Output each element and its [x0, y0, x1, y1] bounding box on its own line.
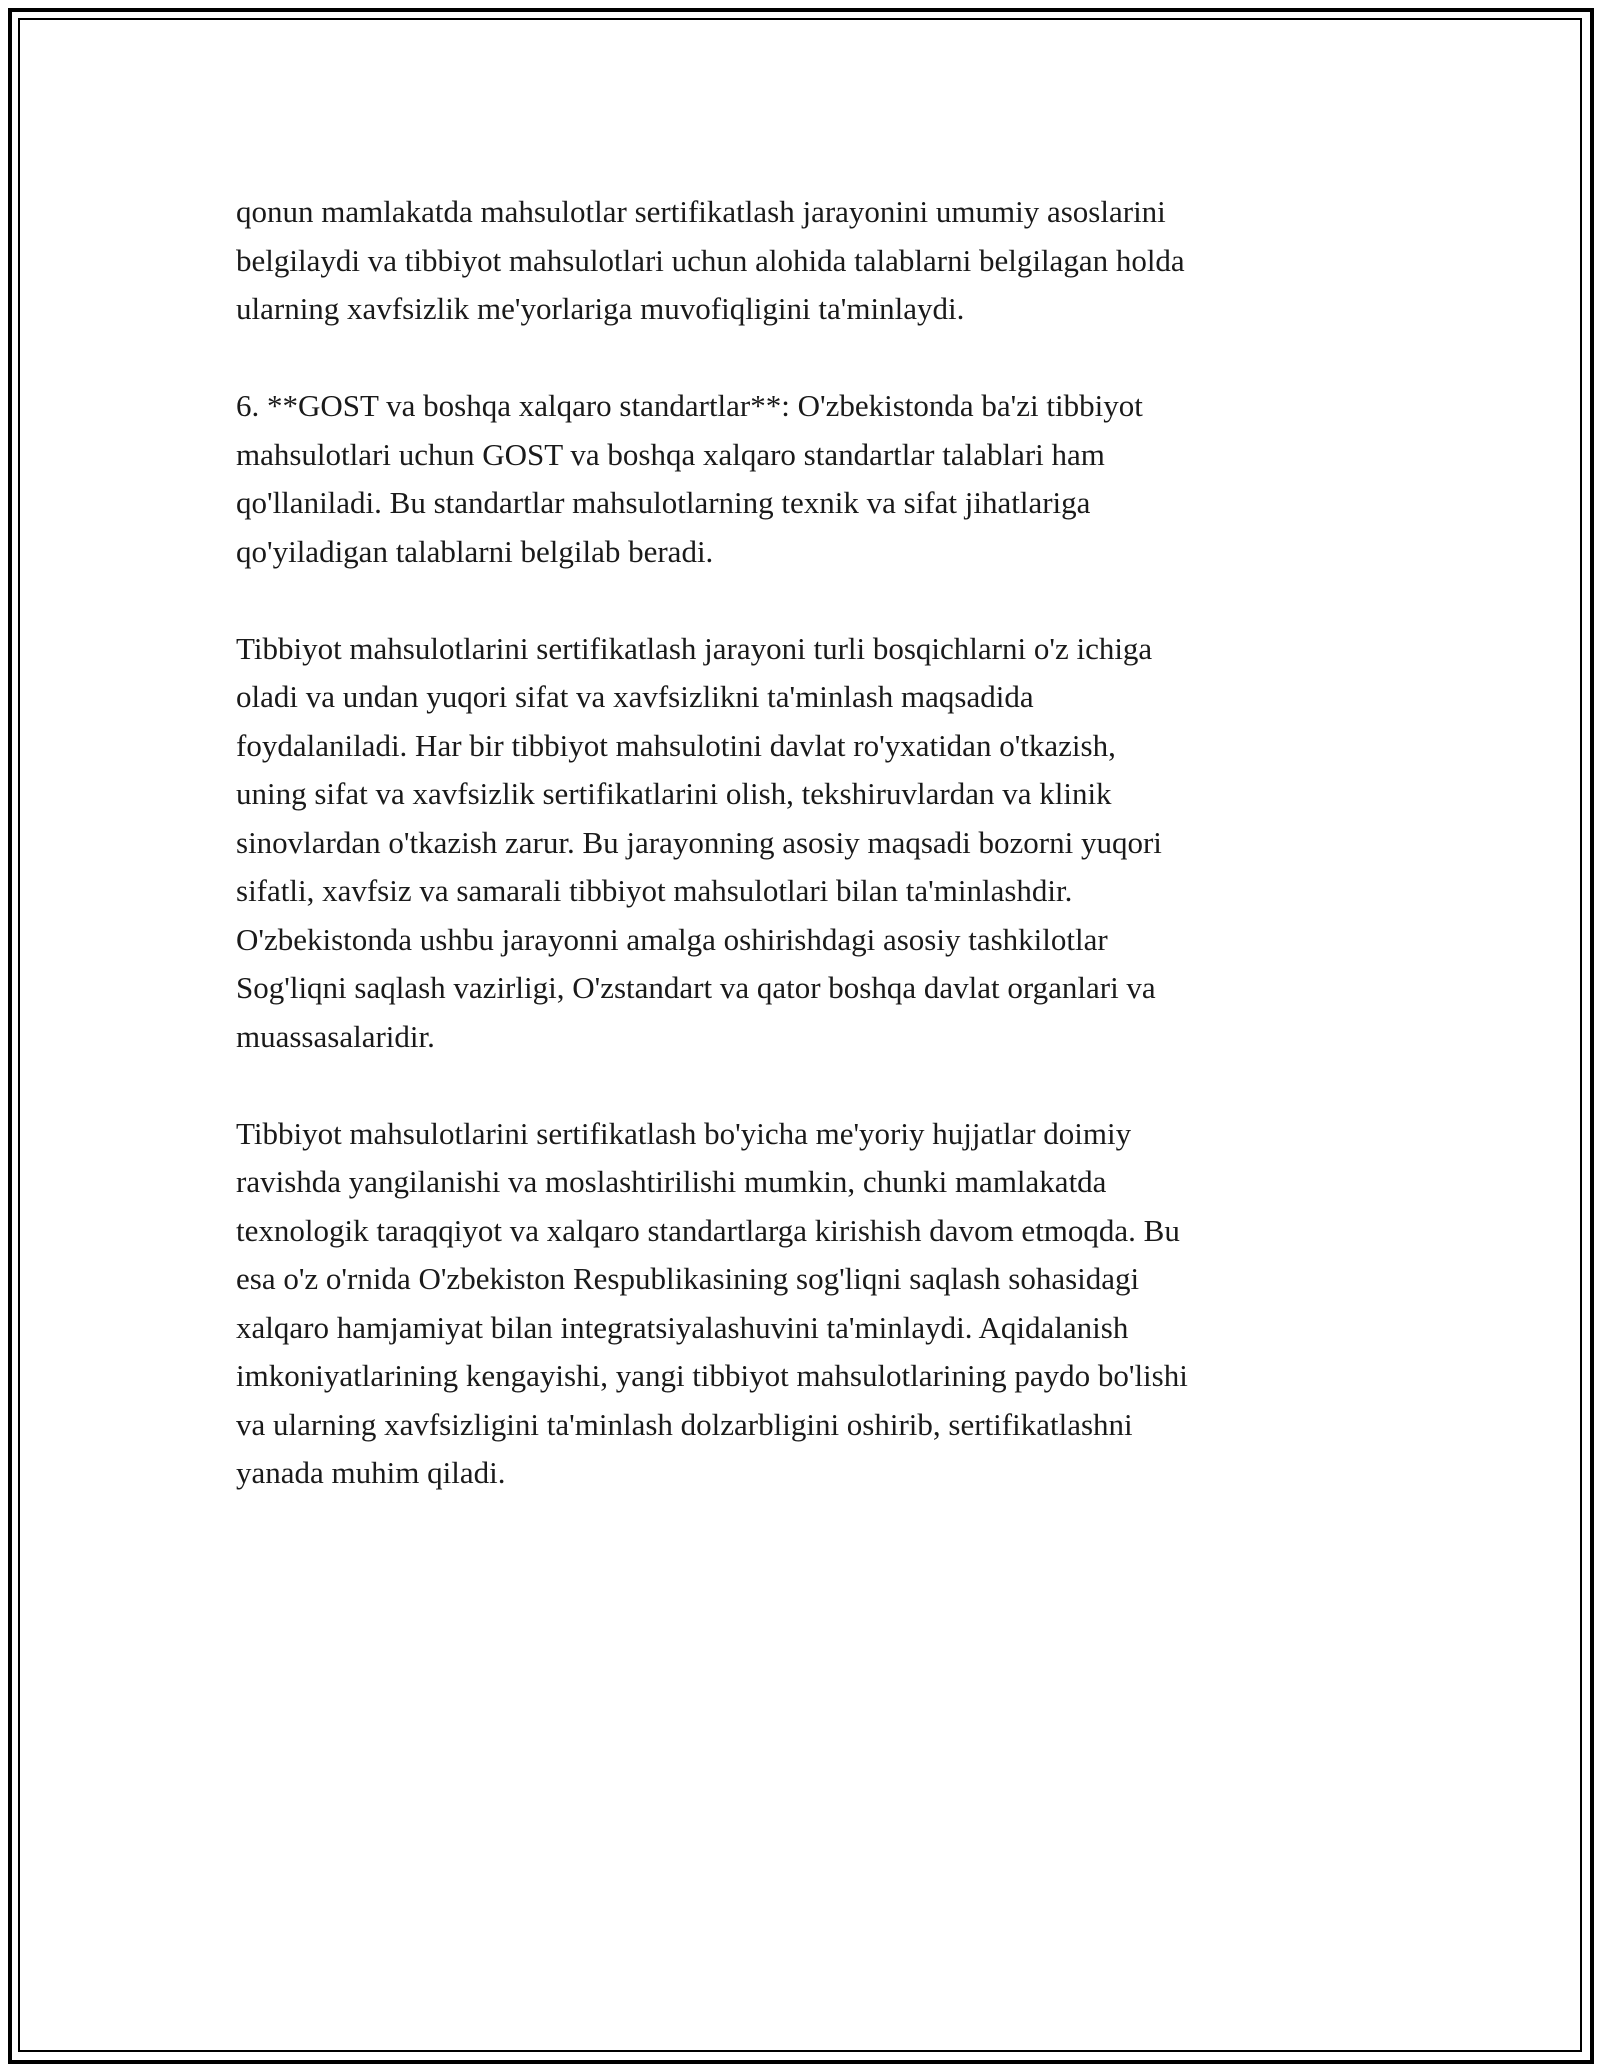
paragraph-certification-process: Tibbiyot mahsulotlarini sertifikatlash jarayoni turli bosqichlarni o'z ichiga oladi va undan yuqori sifat va xavfsizlikni ta'minlash maqsadida foydalaniladi. Har bir tibbiyot mahsulotini davlat ro'yxatidan o'tkazish, uning sifat va xavfsizlik sertifikatlarini olish, tekshiruvlardan va klinik sinovlardan o'tkazish zarur. Bu jarayonning asosiy maqsadi bozorni yuqori sifatli, xavfsiz va samarali tibbiyot mahsulotlari bilan ta'minlashdir. O'zbekistonda ushbu jarayonni amalga oshirishdagi asosiy tashkilotlar Sog'liqni saqlash vazirligi, O'zstandart va qator boshqa davlat organlari va muassasalaridir.: [236, 630, 1162, 1054]
paragraph-gost-standards: 6. **GOST va boshqa xalqaro standartlar**: O'zbekistonda ba'zi tibbiyot mahsulotlari uchun GOST va boshqa xalqaro standartlar talablari ham qo'llaniladi. Bu standartlar mahsulotlarning texnik va sifat jihatlariga qo'yiladigan talablarni belgilab beradi.: [236, 388, 1143, 569]
document-body: [236, 188, 1366, 1546]
paragraph-law-continuation: qonun mamlakatda mahsulotlar sertifikatlash jarayonini umumiy asoslarini belgilaydi va tibbiyot mahsulotlari uchun alohida talablarni belgilagan holda ularning xavfsizlik me'yorlariga muvofiqligini ta'minlaydi.: [236, 194, 1185, 326]
paragraph-regulatory-updates: Tibbiyot mahsulotlarini sertifikatlash bo'yicha me'yoriy hujjatlar doimiy ravishda yangilanishi va moslashtirilishi mumkin, chunki mamlakatda texnologik taraqqiyot va xalqaro standartlarga kirishish davom etmoqda. Bu esa o'z o'rnida O'zbekiston Respublikasining sog'liqni saqlash sohasidagi xalqaro hamjamiyat bilan integratsiyalashuvini ta'minlaydi. Aqidalanish imkoniyatlarining kengayishi, yangi tibbiyot mahsulotlarining paydo bo'lishi va ularning xavfsizligini ta'minlash dolzarbligini oshirib, sertifikatlashni yanada muhim qiladi.: [236, 1115, 1188, 1490]
